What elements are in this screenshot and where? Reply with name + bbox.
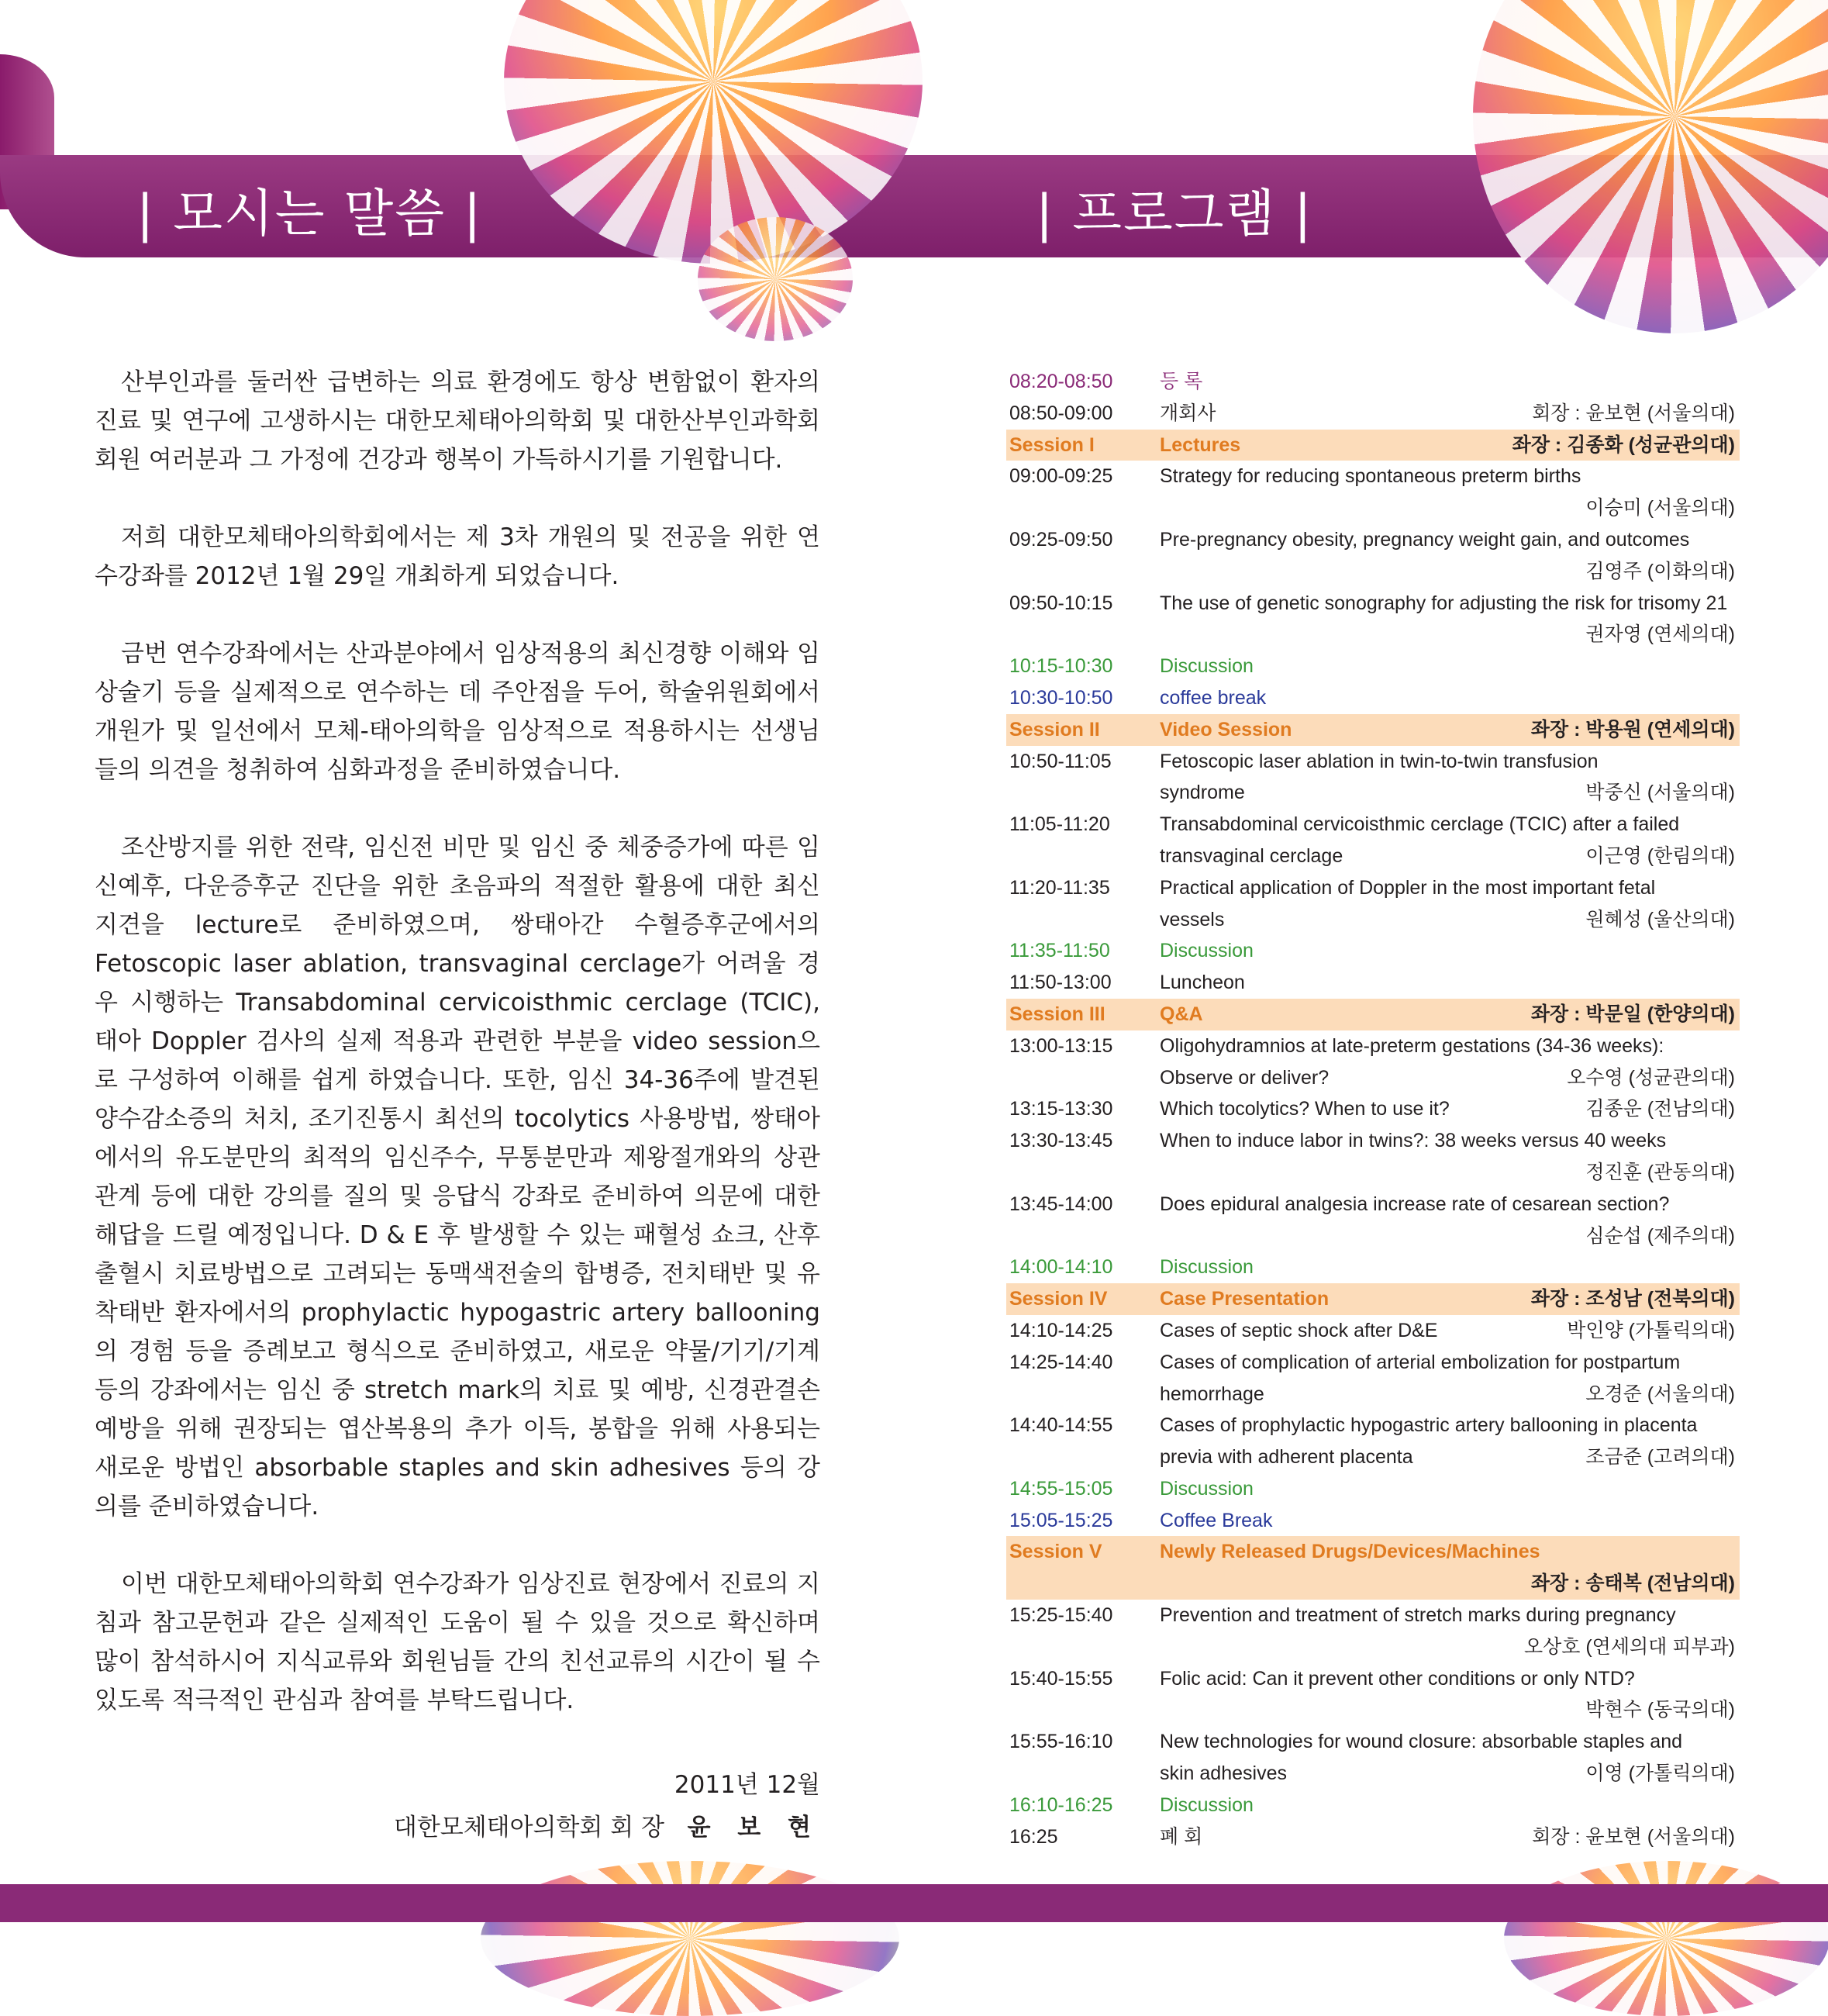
program-time: 16:10-16:25: [1009, 1793, 1113, 1816]
program-row: [1006, 1125, 1740, 1157]
program-title: vessels: [1160, 908, 1225, 930]
program-title: Which tocolytics? When to use it?: [1160, 1098, 1450, 1120]
program-schedule: [1006, 366, 1740, 1852]
program-title: Discussion: [1160, 655, 1254, 678]
program-title: 개회사: [1160, 402, 1216, 424]
program-row: [1006, 1758, 1740, 1790]
program-row: [1006, 1790, 1740, 1821]
program-title: coffee break: [1160, 686, 1267, 709]
program-row: [1006, 461, 1740, 492]
program-title: Video Session: [1160, 718, 1292, 740]
program-row: [1006, 841, 1740, 872]
program-title: transvaginal cerclage: [1160, 844, 1343, 867]
program-title: Lectures: [1160, 433, 1241, 456]
program-speaker: 박중신 (서울의대): [1585, 782, 1735, 804]
program-speaker: 이근영 (한림의대): [1585, 844, 1735, 867]
program-speaker: 박현수 (동국의대): [1585, 1699, 1735, 1721]
program-title: Observe or deliver?: [1160, 1066, 1330, 1089]
program-time: 14:00-14:10: [1009, 1256, 1113, 1279]
letter-paragraph: 금번 연수강좌에서는 산과분야에서 임상적용의 최신경향 이해와 임상술기 등을 실제적으로 연수하는 데 주안점을 두어, 학술위원회에서 개원가 및 일선에서 모체-태아의학을 임상적으로 적용하시는 선생님들의 의견을 청취하여 심화과정을 준비하였습니다.: [95, 640, 820, 784]
program-title: Practical application of Doppler in the most important fetal: [1160, 876, 1656, 899]
program-time: 14:55-15:05: [1009, 1477, 1113, 1500]
program-time: Session II: [1009, 718, 1100, 740]
program-row: [1006, 492, 1740, 524]
program-time: 11:35-11:50: [1009, 940, 1110, 962]
program-time: Session IV: [1009, 1288, 1108, 1310]
program-speaker: 박인양 (가톨릭의대): [1567, 1319, 1735, 1341]
program-title: The use of genetic sonography for adjusting the risk for trisomy 21: [1160, 592, 1728, 614]
program-time: 15:05-15:25: [1009, 1509, 1113, 1531]
program-row: [1006, 1251, 1740, 1283]
letter-signature: [95, 1807, 820, 1842]
program-speaker: 좌장 : 송태복 (전남의대): [1530, 1572, 1735, 1595]
program-row: [1006, 524, 1740, 556]
program-time: 14:10-14:25: [1009, 1319, 1113, 1341]
program-row: [1006, 619, 1740, 651]
session-header-row: [1006, 999, 1740, 1030]
program-row: [1006, 1821, 1740, 1853]
program-speaker: 심순섭 (제주의대): [1585, 1224, 1735, 1247]
program-speaker: 오경준 (서울의대): [1585, 1383, 1735, 1405]
program-row: [1006, 1189, 1740, 1220]
program-time: 11:05-11:20: [1009, 813, 1110, 836]
program-speaker: 이승미 (서울의대): [1585, 497, 1735, 520]
program-title: Cases of septic shock after D&E: [1160, 1319, 1438, 1341]
program-title: Cases of complication of arterial embolization for postpartum: [1160, 1351, 1681, 1373]
invitation-letter: [95, 363, 820, 1759]
program-time: 13:15-13:30: [1009, 1098, 1113, 1120]
program-speaker: 좌장 : 박문일 (한양의대): [1530, 1003, 1735, 1025]
program-row: [1006, 1410, 1740, 1441]
program-title: Discussion: [1160, 1256, 1254, 1279]
footer-band: [0, 1884, 1828, 1922]
session-header-row: [1006, 1536, 1740, 1568]
program-title: Folic acid: Can it prevent other conditions or only NTD?: [1160, 1667, 1635, 1690]
program-speaker: 김종운 (전남의대): [1585, 1098, 1735, 1120]
program-speaker: 권자영 (연세의대): [1585, 623, 1735, 646]
program-row: [1006, 1157, 1740, 1189]
program-row: [1006, 1315, 1740, 1347]
program-time: 11:20-11:35: [1009, 876, 1110, 899]
program-title: Does epidural analgesia increase rate of cesarean section?: [1160, 1193, 1670, 1215]
sphere-decoration-right: [1473, 0, 1828, 333]
letter-paragraph: 조산방지를 위한 전략, 임신전 비만 및 임신 중 체중증가에 따른 임신예후, 다운증후군 진단을 위한 초음파의 적절한 활용에 대한 최신 지견을 lecture로 준비하였으며, 쌍태아간 수혈증후군에서의 Fetoscopic laser ablation, transvaginal cerclage가 어려울 경우 시행하는 Transabdominal cervicoisthmic cerclage (TCIC), 태아 Doppler 검사의 실제 적용과 관련한 부분을 video session으로 구성하여 이해를 쉽게 하였습니다. 또한, 임신 34-36주에 발견된 양수감소증의 처치, 조기진통시 최선의 tocolytics 사용방법, 쌍태아에서의 유도분만의 최적의 임신주수, 무통분만과 제왕절개와의 상관관계 등에 대한 강의를 질의 및 응답식 강좌로 준비하여 의문에 대한 해답을 드릴 예정입니다. D & E 후 발생할 수 있는 패혈성 쇼크, 산후출혈시 치료방법으로 고려되는 동맥색전술의 합병증, 전치태반 및 유착태반 환자에서의 prophylactic hypogastric artery ballooning의 경험 등을 증례보고 형식으로 준비하였고, 새로운 약물/기기/기계 등의 강좌에서는 임신 중 stretch mark의 치료 및 예방, 신경관결손 예방을 위해 권장되는 엽산복용의 추가 이득, 봉합을 위해 사용되는 새로운 방법인 absorbable staples and skin adhesives 등의 강의를 준비하였습니다.: [95, 834, 820, 1521]
program-time: 11:50-13:00: [1009, 972, 1112, 994]
program-speaker: 조금준 (고려의대): [1585, 1446, 1735, 1469]
program-row: [1006, 1473, 1740, 1505]
program-time: 10:30-10:50: [1009, 686, 1113, 709]
program-time: 13:30-13:45: [1009, 1130, 1113, 1152]
program-time: Session V: [1009, 1541, 1102, 1563]
program-row: [1006, 651, 1740, 682]
program-time: 15:55-16:10: [1009, 1731, 1113, 1753]
program-time: Session I: [1009, 433, 1095, 456]
program-title: skin adhesives: [1160, 1762, 1287, 1785]
program-time: 15:25-15:40: [1009, 1604, 1113, 1627]
program-title: Fetoscopic laser ablation in twin-to-twin transfusion: [1160, 750, 1599, 772]
program-speaker: 좌장 : 김종화 (성균관의대): [1512, 433, 1735, 456]
program-time: 08:50-09:00: [1009, 402, 1113, 424]
program-title: hemorrhage: [1160, 1383, 1264, 1405]
program-time: 09:25-09:50: [1009, 528, 1113, 551]
program-time: Session III: [1009, 1003, 1105, 1025]
program-title: Pre-pregnancy obesity, pregnancy weight gain, and outcomes: [1160, 528, 1690, 551]
session-header-row: [1006, 430, 1740, 461]
program-title: Strategy for reducing spontaneous preterm births: [1160, 465, 1581, 488]
program-row: [1006, 904, 1740, 936]
program-title: Newly Released Drugs/Devices/Machines: [1160, 1541, 1540, 1563]
program-time: 08:20-08:50: [1009, 371, 1113, 392]
program-row: [1006, 1726, 1740, 1758]
program-time: 14:25-14:40: [1009, 1351, 1113, 1373]
program-time: 16:25: [1009, 1825, 1058, 1848]
program-row: [1006, 1347, 1740, 1379]
program-time: 10:50-11:05: [1009, 750, 1112, 772]
session-header-row: [1006, 1283, 1740, 1315]
program-row: [1006, 1220, 1740, 1252]
program-row: [1006, 809, 1740, 841]
program-title: Luncheon: [1160, 972, 1245, 994]
program-speaker: 오상호 (연세의대 피부과): [1523, 1635, 1735, 1658]
program-row: [1006, 1631, 1740, 1663]
program-time: 15:40-15:55: [1009, 1667, 1113, 1690]
program-time: 09:50-10:15: [1009, 592, 1113, 614]
program-speaker: 좌장 : 박용원 (연세의대): [1530, 718, 1735, 740]
session-header-row: [1006, 714, 1740, 746]
program-title: Discussion: [1160, 940, 1254, 962]
page-title-invitation: | 모시는 말씀 |: [136, 184, 483, 243]
program-title: When to induce labor in twins?: 38 weeks versus 40 weeks: [1160, 1130, 1667, 1152]
program-row: [1006, 556, 1740, 588]
program-title: Q&A: [1160, 1003, 1203, 1025]
program-row: [1006, 1030, 1740, 1062]
signature-name: 윤 보 현: [687, 1814, 820, 1842]
program-row: [1006, 682, 1740, 714]
program-title: New technologies for wound closure: absorbable staples and: [1160, 1731, 1683, 1753]
letter-paragraph: 저희 대한모체태아의학회에서는 제 3차 개원의 및 전공을 위한 연수강좌를 2012년 1월 29일 개최하게 되었습니다.: [95, 523, 820, 590]
program-row: [1006, 1062, 1740, 1094]
program-row: [1006, 746, 1740, 778]
program-time: 14:40-14:55: [1009, 1414, 1113, 1437]
session-header-row: [1006, 1568, 1740, 1600]
program-row: [1006, 777, 1740, 809]
program-row: [1006, 1663, 1740, 1695]
program-row: [1006, 1093, 1740, 1125]
program-title: Case Presentation: [1160, 1288, 1330, 1310]
program-title: Coffee Break: [1160, 1509, 1273, 1531]
program-speaker: 김영주 (이화의대): [1585, 560, 1735, 582]
program-title: 등 록: [1160, 371, 1203, 392]
program-speaker: 회장 : 윤보현 (서울의대): [1532, 402, 1735, 424]
signature-title: 대한모체태아의학회 회 장: [393, 1814, 664, 1842]
letter-paragraph: 산부인과를 둘러싼 급변하는 의료 환경에도 항상 변함없이 환자의 진료 및 연구에 고생하시는 대한모체태아의학회 및 대한산부인과학회 회원 여러분과 그 가정에 건강과 행복이 가득하시기를 기원합니다.: [95, 368, 820, 474]
program-row: [1006, 366, 1740, 398]
program-time: 13:00-13:15: [1009, 1034, 1113, 1057]
program-row: [1006, 935, 1740, 967]
program-title: 폐 회: [1160, 1825, 1203, 1848]
letter-date: 2011년 12월: [674, 1771, 820, 1799]
program-row: [1006, 1505, 1740, 1537]
program-speaker: 원혜성 (울산의대): [1585, 908, 1735, 930]
program-title: Discussion: [1160, 1793, 1254, 1816]
program-title: previa with adherent placenta: [1160, 1446, 1413, 1469]
program-title: Cases of prophylactic hypogastric artery ballooning in placenta: [1160, 1414, 1698, 1437]
page-title-program: | 프로그램 |: [1036, 184, 1313, 243]
program-row: [1006, 398, 1740, 430]
program-speaker: 이영 (가톨릭의대): [1585, 1762, 1735, 1785]
program-row: [1006, 1441, 1740, 1473]
program-row: [1006, 1379, 1740, 1410]
sphere-decoration-left-small: [698, 217, 853, 341]
program-row: [1006, 588, 1740, 620]
program-speaker: 좌장 : 조성남 (전북의대): [1530, 1288, 1735, 1310]
program-title: Oligohydramnios at late-preterm gestations (34-36 weeks):: [1160, 1034, 1664, 1057]
program-speaker: 정진훈 (관동의대): [1585, 1161, 1735, 1183]
program-time: 09:00-09:25: [1009, 465, 1113, 488]
program-row: [1006, 1600, 1740, 1631]
program-row: [1006, 872, 1740, 904]
program-title: Prevention and treatment of stretch marks during pregnancy: [1160, 1604, 1676, 1627]
program-speaker: 오수영 (성균관의대): [1567, 1066, 1735, 1089]
program-title: Discussion: [1160, 1477, 1254, 1500]
program-time: 10:15-10:30: [1009, 655, 1113, 678]
program-title: Transabdominal cervicoisthmic cerclage (TCIC) after a failed: [1160, 813, 1680, 836]
program-row: [1006, 1694, 1740, 1726]
program-speaker: 회장 : 윤보현 (서울의대): [1532, 1825, 1735, 1848]
letter-paragraph: 이번 대한모체태아의학회 연수강좌가 임상진료 현장에서 진료의 지침과 참고문헌과 같은 실제적인 도움이 될 수 있을 것으로 확신하며 많이 참석하시어 지식교류와 회원님들 간의 친선교류의 시간이 될 수 있도록 적극적인 관심과 참여를 부탁드립니다.: [95, 1570, 820, 1714]
program-row: [1006, 967, 1740, 999]
program-time: 13:45-14:00: [1009, 1193, 1113, 1215]
program-title: syndrome: [1160, 782, 1245, 804]
